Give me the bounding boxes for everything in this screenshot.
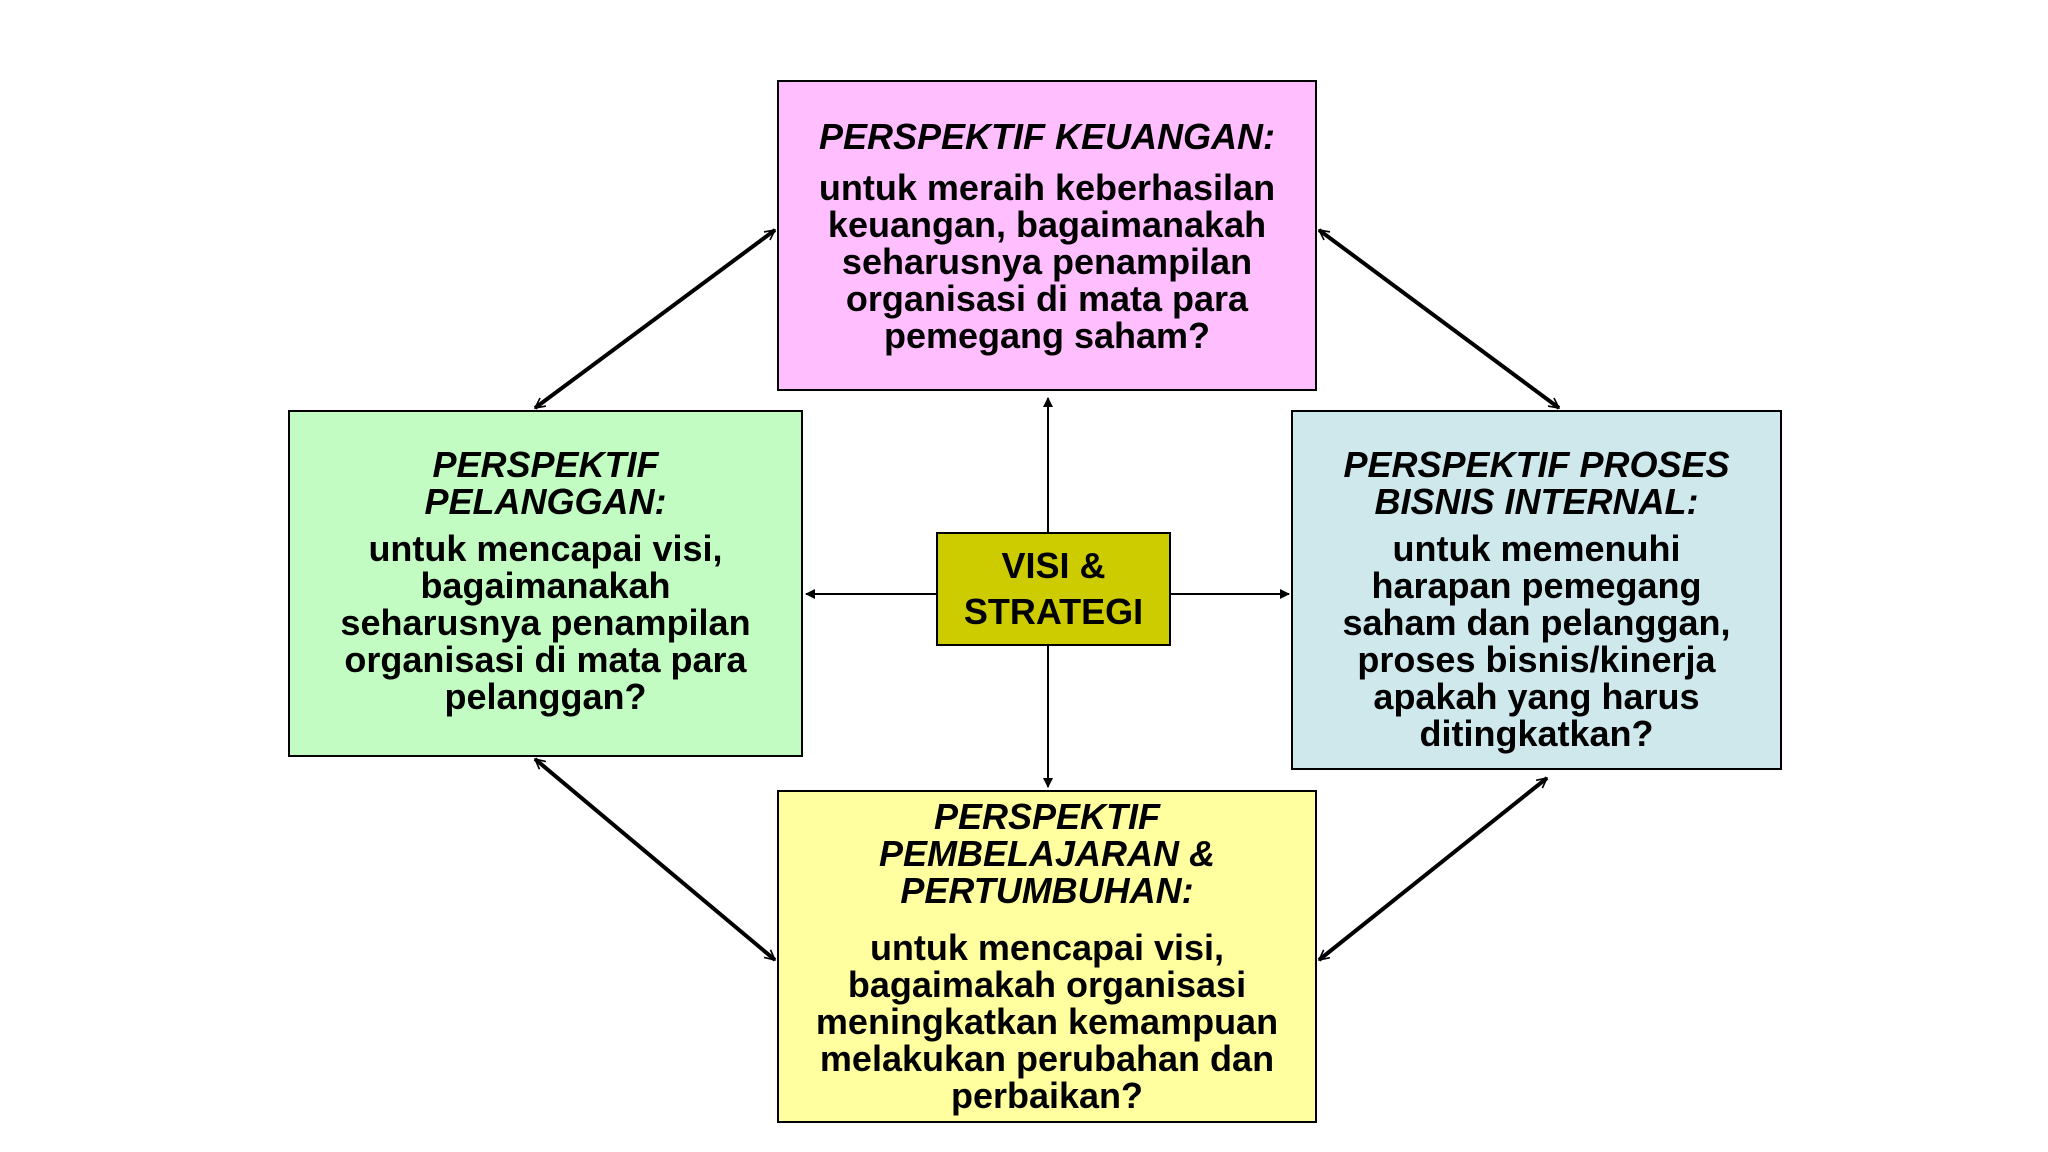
arrow-financial-customer bbox=[535, 230, 775, 408]
vision-strategy-line-2: STRATEGI bbox=[963, 591, 1144, 632]
learning-growth-perspective-box bbox=[777, 790, 1317, 1123]
financial-perspective-box bbox=[777, 80, 1317, 391]
financial-perspective-question: untuk meraih keberhasilan keuangan, bagaimanakah seharusnya penampilan organisasi di mata para pemegang saham? bbox=[818, 167, 1276, 356]
customer-perspective-question: untuk mencapai visi, bagaimanakah seharusnya penampilan organisasi di mata para pelanggan? bbox=[340, 528, 751, 717]
customer-perspective-heading: PERSPEKTIF PELANGGAN: bbox=[424, 444, 667, 522]
vision-strategy-line-1: VISI & bbox=[1001, 545, 1106, 586]
internal-process-perspective-heading: PERSPEKTIF PROSES BISNIS INTERNAL: bbox=[1343, 444, 1730, 522]
internal-process-perspective-question: untuk memenuhi harapan pemegang saham dan pelanggan, proses bisnis/kinerja apakah yang harus ditingkatkan? bbox=[1342, 528, 1731, 754]
arrow-financial-internal bbox=[1319, 230, 1559, 408]
internal-process-perspective-box bbox=[1291, 410, 1782, 770]
learning-growth-perspective-question: untuk mencapai visi, bagaimakah organisasi meningkatkan kemampuan melakukan perubahan dan perbaikan? bbox=[815, 927, 1279, 1116]
vision-strategy-box bbox=[936, 532, 1171, 646]
customer-perspective-box bbox=[288, 410, 803, 757]
arrow-learning-internal bbox=[1319, 778, 1547, 960]
financial-perspective-heading: PERSPEKTIF KEUANGAN: bbox=[818, 116, 1276, 157]
learning-growth-perspective-heading: PERSPEKTIF PEMBELAJARAN & PERTUMBUHAN: bbox=[878, 796, 1216, 911]
arrow-customer-learning bbox=[535, 759, 775, 960]
